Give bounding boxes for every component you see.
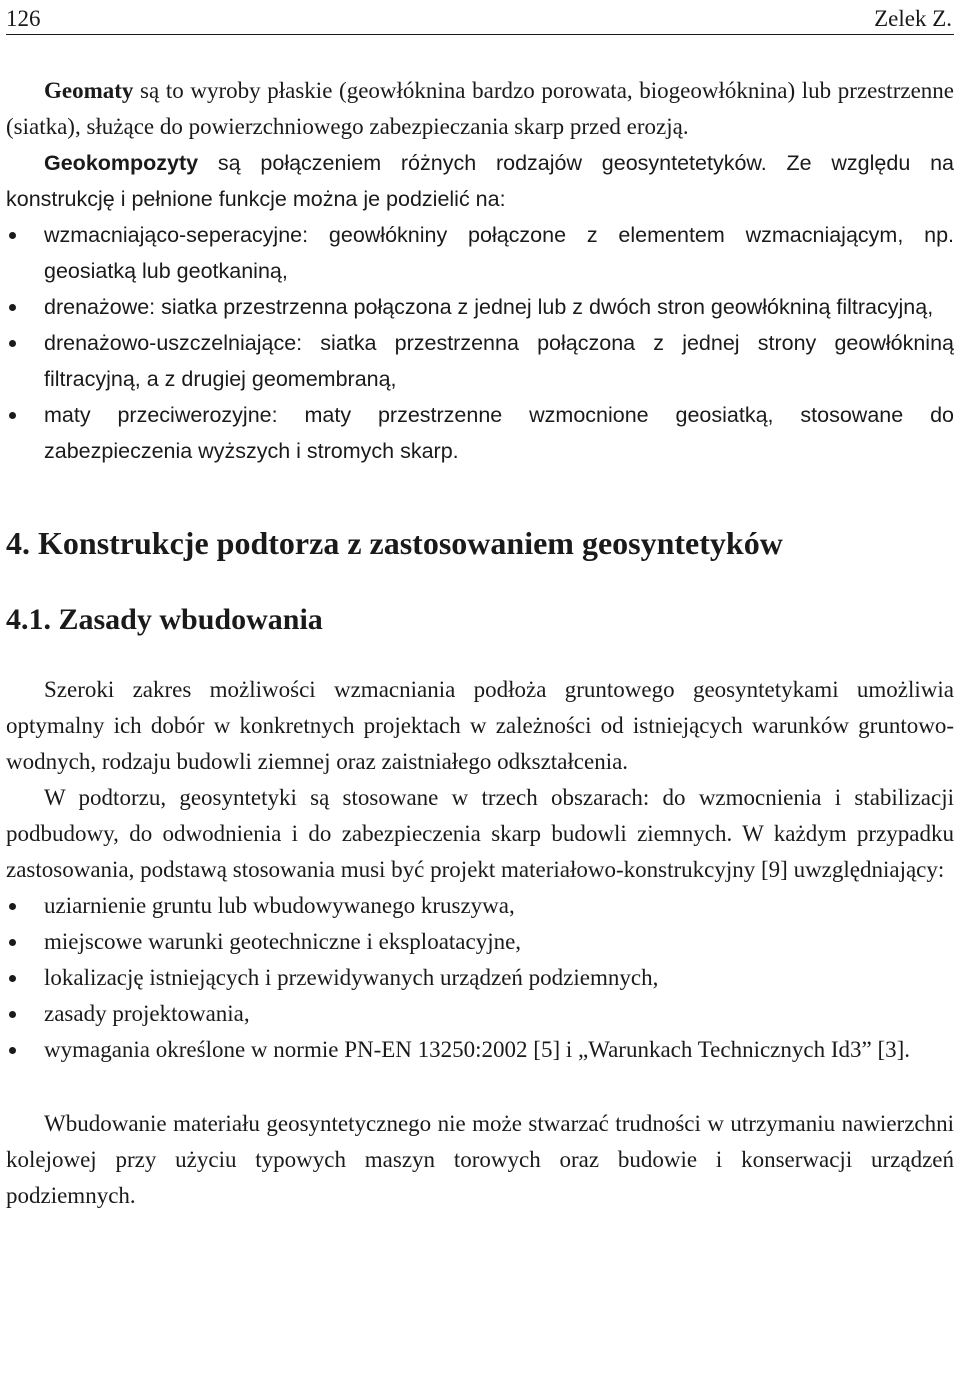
- bullet-icon: [9, 232, 16, 239]
- list-item: zasady projektowania,: [6, 996, 954, 1032]
- running-author: Zelek Z.: [874, 6, 952, 31]
- list-item: lokalizację istniejących i przewidywanych urządzeń podziemnych,: [6, 960, 954, 996]
- page-number: 126: [6, 6, 41, 31]
- body-paragraph: Wbudowanie materiału geosyntetycznego nie może stwarzać trudności w utrzymaniu nawierzchni kolejowej przy użyciu typowych maszyn torowych oraz budowie i konserwacji urządzeń podziemnych.: [6, 1111, 954, 1208]
- list-item: wymagania określone w normie PN-EN 13250:2002 [5] i „Warunkach Technicznych Id3” [3].: [6, 1032, 954, 1068]
- bullet-icon: [9, 903, 16, 910]
- geomaty-paragraph: [6, 73, 954, 145]
- geomaty-term: Geomaty: [44, 78, 134, 103]
- geokompozyty-text: są połączeniem różnych rodzajów geosyntetetyków. Ze względu na konstrukcję i pełnione funkcje można je podzielić na:: [6, 151, 954, 211]
- page-content: [6, 35, 954, 1214]
- body-paragraph: Szeroki zakres możliwości wzmacniania podłoża gruntowego geosyntetykami umożliwia optymalny ich dobór w konkretnych projektach w zależności od istniejących warunków gruntowo-wodnych, rodzaju budowli ziemnej oraz zaistniałego odkształcenia.: [6, 677, 954, 774]
- geokompozyty-list: [6, 217, 954, 469]
- geokompozyty-paragraph: [6, 145, 954, 217]
- list-item: maty przeciwerozyjne: maty przestrzenne wzmocnione geosiatką, stosowane do zabezpieczenia wyższych i stromych skarp.: [6, 397, 954, 469]
- requirements-list: [6, 888, 954, 1068]
- page-header: [6, 0, 954, 35]
- bullet-icon: [9, 412, 16, 419]
- list-item: drenażowe: siatka przestrzenna połączona z jednej lub z dwóch stron geowłókniną filtracyjną,: [6, 289, 954, 325]
- list-item: miejscowe warunki geotechniczne i eksploatacyjne,: [6, 924, 954, 960]
- geokompozyty-term: Geokompozyty: [44, 151, 199, 175]
- document-page: [6, 0, 954, 1214]
- list-item: drenażowo-uszczelniające: siatka przestrzenna połączona z jednej strony geowłókniną filtracyjną, a z drugiej geomembraną,: [6, 325, 954, 397]
- bullet-icon: [9, 975, 16, 982]
- section-heading: 4. Konstrukcje podtorza z zastosowaniem geosyntetyków: [6, 525, 783, 561]
- list-item: wzmacniająco-seperacyjne: geowłókniny połączone z elementem wzmacniającym, np. geosiatką lub geotkaniną,: [6, 217, 954, 289]
- body-paragraph: W podtorzu, geosyntetyki są stosowane w trzech obszarach: do wzmocnienia i stabilizacji podbudowy, do odwodnienia i do zabezpieczenia skarp budowli ziemnych. W każdym przypadku zastosowania, podstawą stosowania musi być projekt materiałowo-konstrukcyjny [9] uwzględniający:: [6, 785, 954, 882]
- bullet-icon: [9, 1047, 16, 1054]
- bullet-icon: [9, 939, 16, 946]
- list-item: uziarnienie gruntu lub wbudowywanego kruszywa,: [6, 888, 954, 924]
- bullet-icon: [9, 340, 16, 347]
- geomaty-text: są to wyroby płaskie (geowłóknina bardzo porowata, biogeowłóknina) lub przestrzenne (siatka), służące do powierzchniowego zabezpieczania skarp przed erozją.: [6, 78, 954, 139]
- subsection-heading: 4.1. Zasady wbudowania: [6, 603, 323, 636]
- bullet-icon: [9, 1011, 16, 1018]
- bullet-icon: [9, 304, 16, 311]
